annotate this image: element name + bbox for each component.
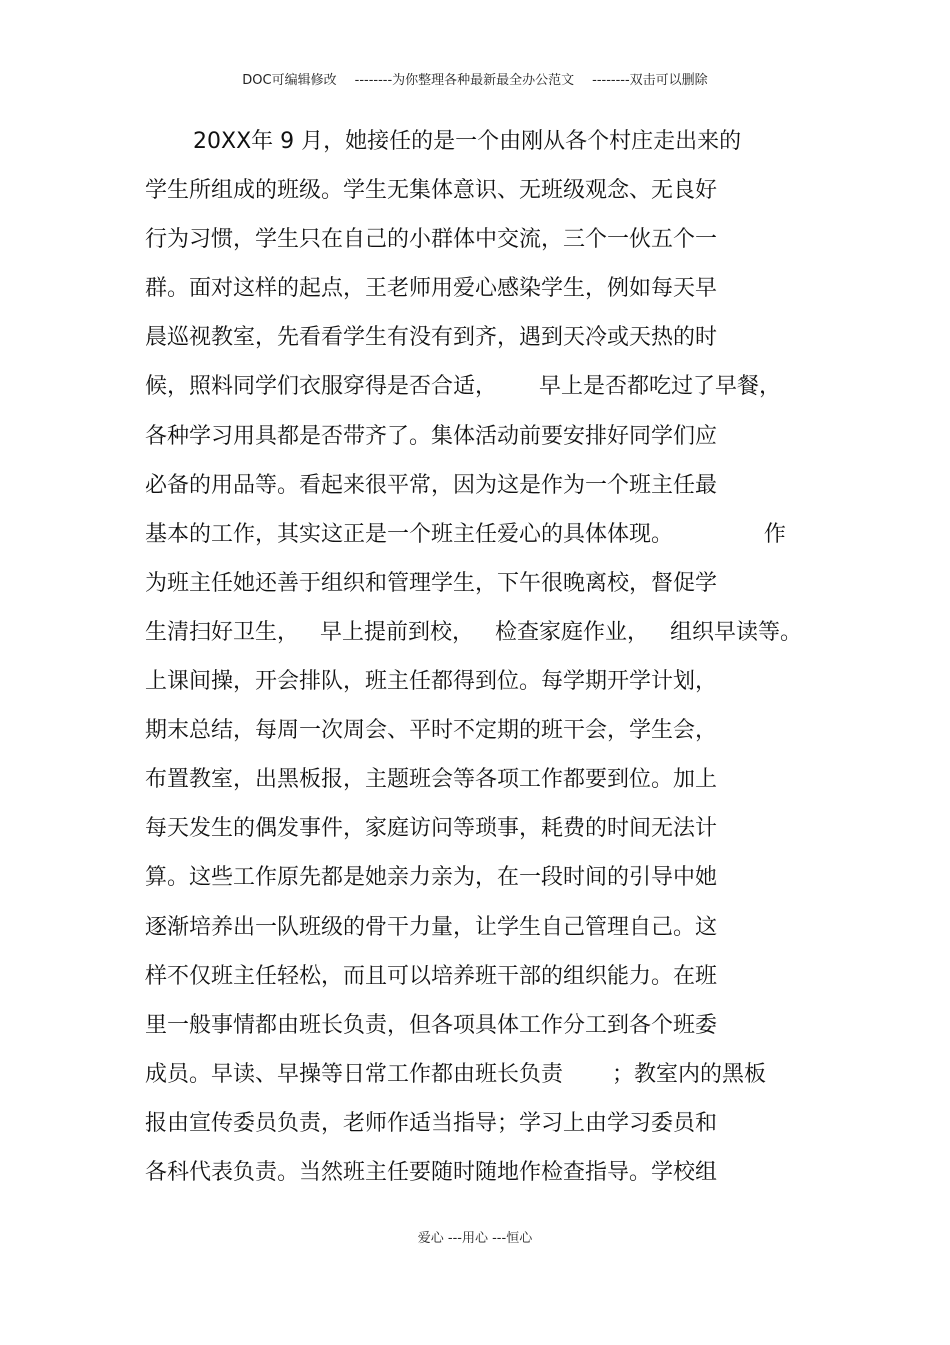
paragraph-line: 样不仅班主任轻松，而且可以培养班干部的组织能力。在班 — [145, 963, 718, 989]
header-middle-text: --------为你整理各种最新最全办公范文 — [354, 73, 575, 88]
paragraph-line: 候，照料同学们衣服穿得是否合适， 早上是否都吃过了早餐， — [145, 374, 781, 400]
paragraph-line: 期末总结，每周一次周会、平时不定期的班干会，学生会， — [145, 718, 718, 744]
page-header — [0, 72, 950, 90]
page-footer: 爱心 ---用心 ---恒心 — [417, 1231, 533, 1246]
paragraph-line: 行为习惯，学生只在自己的小群体中交流，三个一伙五个一 — [145, 227, 718, 253]
paragraph-line: 上课间操，开会排队，班主任都得到位。每学期开学计划， — [145, 669, 718, 695]
paragraph-line: 各种学习用具都是否带齐了。集体活动前要安排好同学们应 — [145, 423, 718, 449]
paragraph-line: 晨巡视教室，先看看学生有没有到齐，遇到天冷或天热的时 — [145, 325, 718, 351]
paragraph-line: 群。面对这样的起点，王老师用爱心感染学生，例如每天早 — [145, 276, 718, 302]
header-right-text: --------双击可以删除 — [592, 73, 708, 88]
paragraph-line: 为班主任她还善于组织和管理学生，下午很晚离校，督促学 — [145, 570, 718, 596]
document-body — [145, 126, 825, 1206]
paragraph-line: 布置教室，出黑板报，主题班会等各项工作都要到位。加上 — [145, 767, 718, 793]
paragraph-line: 学生所组成的班级。学生无集体意识、无班级观念、无良好 — [145, 178, 718, 204]
paragraph-line: 必备的用品等。看起来很平常，因为这是作为一个班主任最 — [145, 472, 718, 498]
paragraph-line: 报由宣传委员负责，老师作适当指导；学习上由学习委员和 — [145, 1110, 718, 1136]
paragraph-line: 算。这些工作原先都是她亲力亲为，在一段时间的引导中她 — [145, 865, 718, 891]
paragraph-line: 20XX年 9 月，她接任的是一个由刚从各个村庄走出来的 — [193, 129, 742, 154]
paragraph-line: 成员。早读、早操等日常工作都由班长负责 ；教室内的黑板 — [145, 1061, 766, 1087]
paragraph-line: 生清扫好卫生， 早上提前到校， 检查家庭作业， 组织早读等。 — [145, 619, 802, 645]
paragraph-line: 逐渐培养出一队班级的骨干力量，让学生自己管理自己。这 — [145, 914, 718, 940]
header-left-text: DOC可编辑修改 — [242, 73, 337, 88]
paragraph-line: 每天发生的偶发事件，家庭访问等琐事，耗费的时间无法计 — [145, 816, 718, 842]
paragraph-line: 里一般事情都由班长负责，但各项具体工作分工到各个班委 — [145, 1012, 718, 1038]
paragraph-line: 基本的工作，其实这正是一个班主任爱心的具体体现。 作 — [145, 521, 786, 547]
paragraph-line: 各科代表负责。当然班主任要随时随地作检查指导。学校组 — [145, 1159, 718, 1185]
